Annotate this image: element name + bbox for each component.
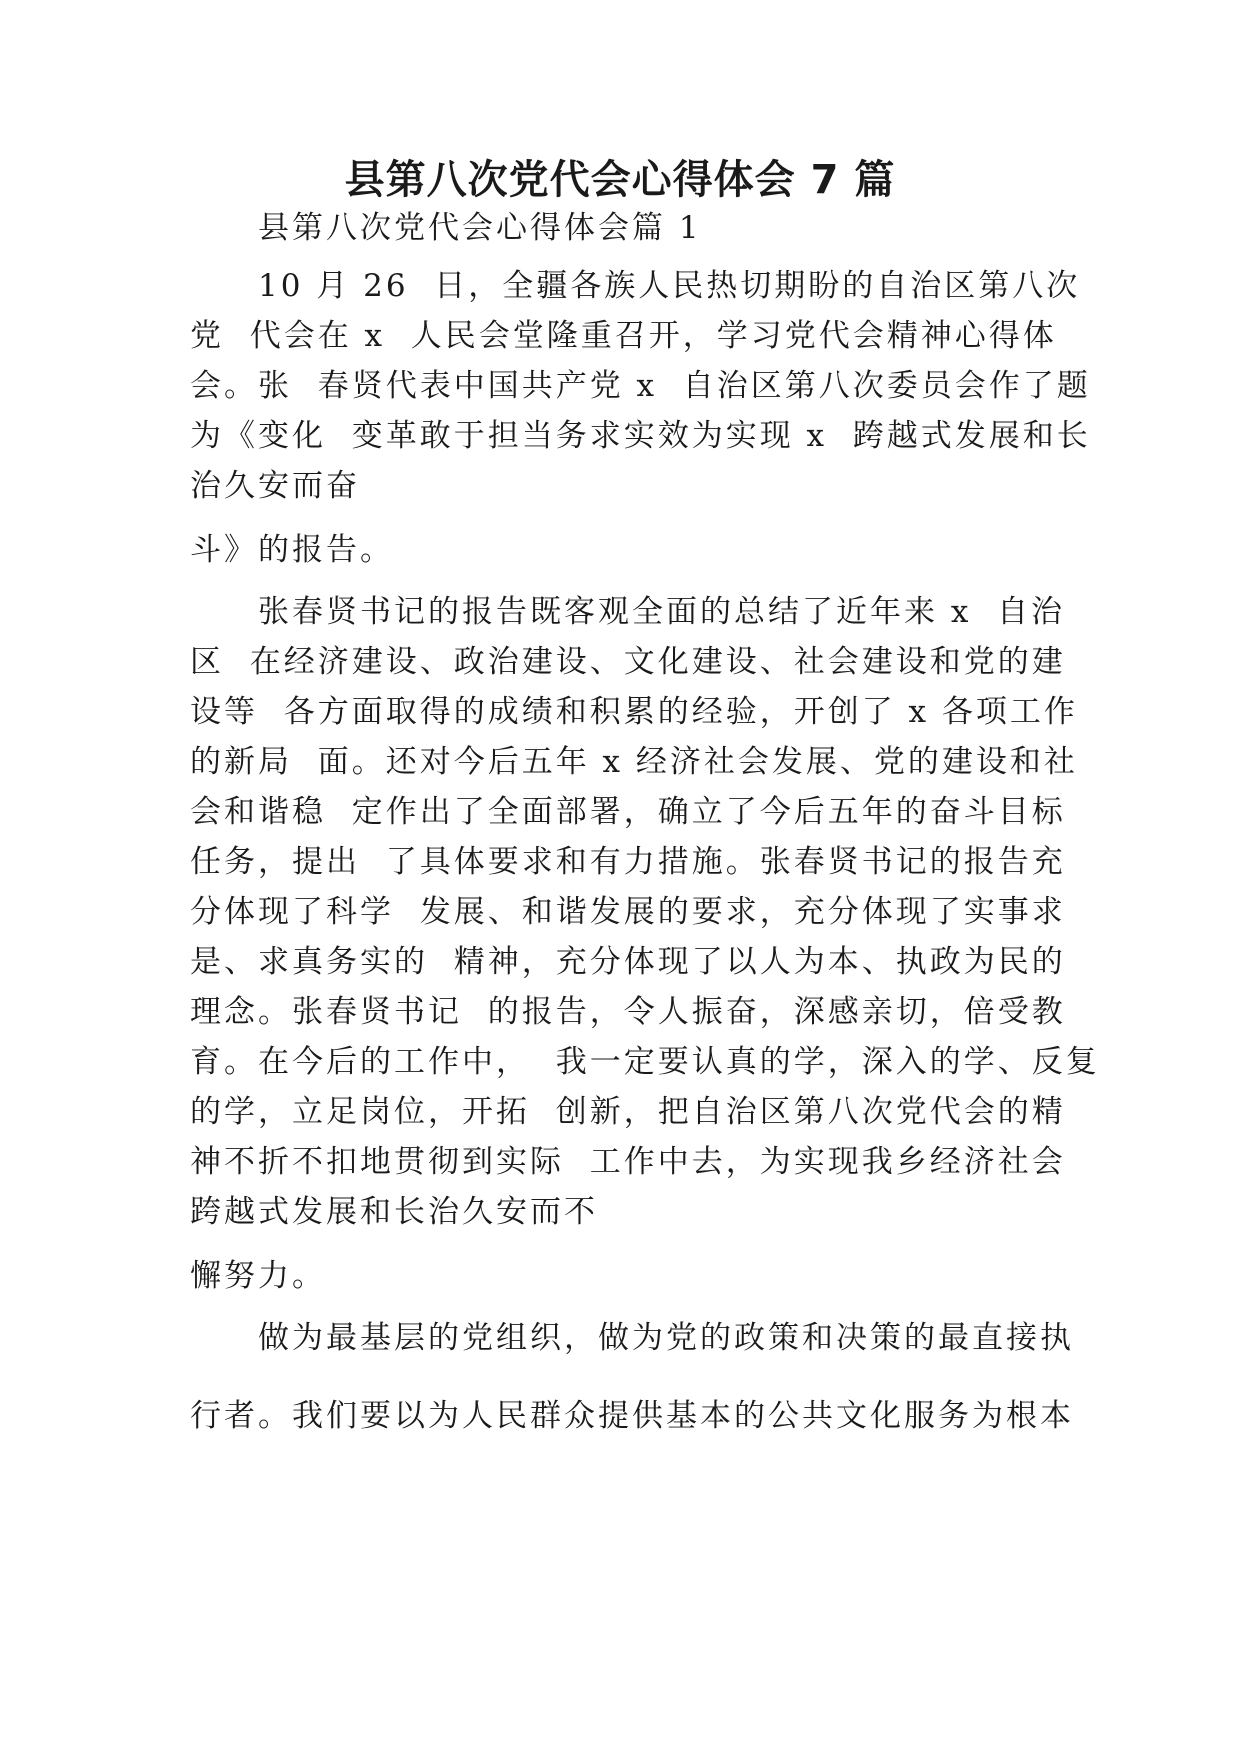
paragraph-line: 跨越式发展和长治久安而不: [190, 1194, 598, 1230]
paragraph-line: 育。在今后的工作中， 我一定要认真的学，深入的学、反复: [190, 1044, 1100, 1080]
paragraph-line: 会。张 春贤代表中国共产党 x 自治区第八次委员会作了题: [190, 368, 1091, 404]
paragraph-line: 任务，提出 了具体要求和有力措施。张春贤书记的报告充: [190, 844, 1066, 880]
paragraph-line: 分体现了科学 发展、和谐发展的要求，充分体现了实事求: [190, 894, 1066, 930]
paragraph-line: 懈努力。: [190, 1258, 326, 1294]
paragraph-line: 是、求真务实的 精神，充分体现了以人为本、执政为民的: [190, 944, 1066, 980]
paragraph-line: 做为最基层的党组织，做为党的政策和决策的最直接执: [258, 1320, 1074, 1356]
paragraph-line: 的学，立足岗位，开拓 创新，把自治区第八次党代会的精: [190, 1094, 1066, 1130]
paragraph-line: 为《变化 变革敢于担当务求实效为实现 x 跨越式发展和长: [190, 418, 1091, 454]
paragraph-line: 党 代会在 x 人民会堂隆重召开，学习党代会精神心得体: [190, 318, 1057, 354]
paragraph-line: 张春贤书记的报告既客观全面的总结了近年来 x 自治: [258, 594, 1066, 630]
paragraph-line: 理念。张春贤书记 的报告，令人振奋，深感亲切，倍受教: [190, 994, 1066, 1030]
paragraph-line: 行者。我们要以为人民群众提供基本的公共文化服务为根本: [190, 1398, 1074, 1434]
section-heading: 县第八次党代会心得体会篇 1: [258, 210, 702, 246]
paragraph-line: 斗》的报告。: [190, 532, 394, 568]
document-title: 县第八次党代会心得体会 7 篇: [344, 157, 896, 203]
paragraph-line: 会和谐稳 定作出了全面部署，确立了今后五年的奋斗目标: [190, 794, 1066, 830]
paragraph-line: 神不折不扣地贯彻到实际 工作中去，为实现我乡经济社会: [190, 1144, 1066, 1180]
paragraph-line: 治久安而奋: [190, 468, 360, 504]
paragraph-line: 的新局 面。还对今后五年 x 经济社会发展、党的建设和社: [190, 744, 1078, 780]
paragraph-line: 设等 各方面取得的成绩和积累的经验，开创了 x 各项工作: [190, 694, 1078, 730]
paragraph-line: 10 月 26 日，全疆各族人民热切期盼的自治区第八次: [258, 268, 1081, 304]
paragraph-line: 区 在经济建设、政治建设、文化建设、社会建设和党的建: [190, 644, 1066, 680]
